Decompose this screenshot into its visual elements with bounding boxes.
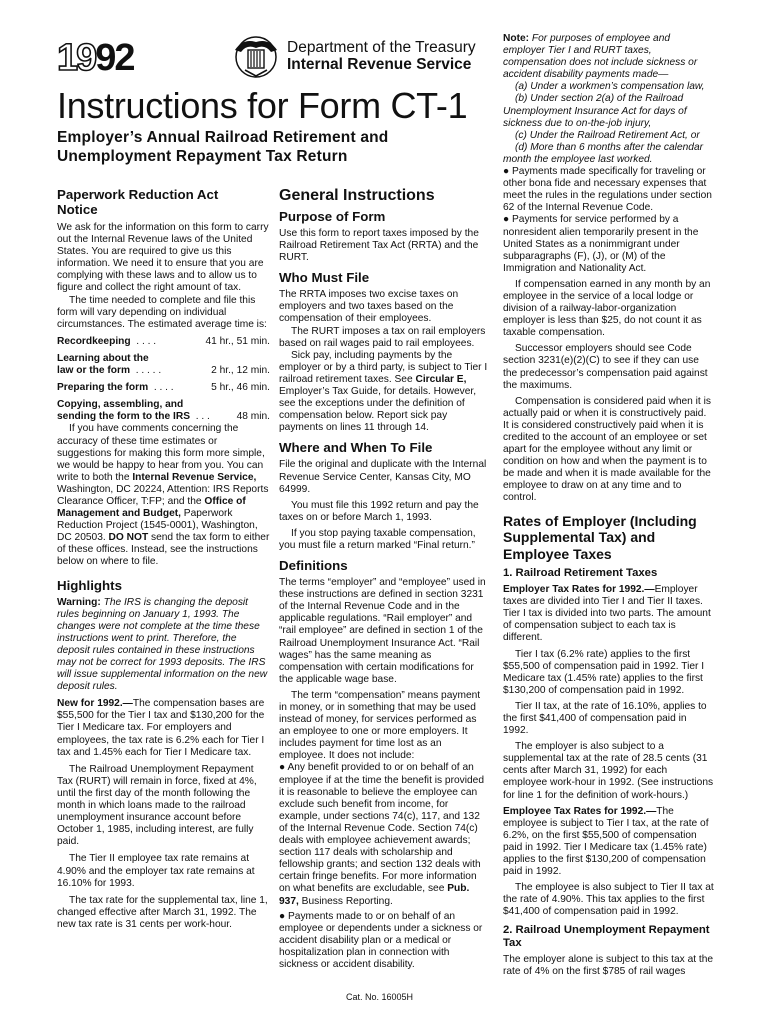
paragraph: The terms “employer” and “employee” used in these instructions are defined in section 3231 of the Internal Revenue Code and in the applicable regulations. “Rail employer” and “rail employee” are defined in section 1 of the Railroad Unemployment Insurance Act. “Rail wages” has the same meaning as compensation with certain modifications for the applicable wage base. (279, 577, 486, 685)
dept-line: Department of the Treasury (287, 39, 476, 56)
paragraph: The employer alone is subject to this tax at the rate of 4% on the first $785 of rail wages (503, 953, 714, 977)
paragraph: File the original and duplicate with the Internal Revenue Service Center, Kansas City, MO 64999. (279, 459, 487, 495)
paragraph: The employee is also subject to Tier II tax at the rate of 4.90%. This tax applies to the first $41,400 of compensation paid in 1992. (503, 882, 714, 918)
time-row: sending the form to the IRS . . . 48 min. (57, 411, 270, 423)
paragraph: The Tier II employee tax rate remains at 4.90% and the employer tax rate remains at 16.10% for 1993. (57, 853, 255, 889)
bullet-icon: ● (279, 762, 286, 774)
bullet-icon: ● (503, 166, 510, 178)
bullet-icon: ● (503, 214, 510, 226)
section-general-title: General Instructions (279, 187, 435, 204)
bullet-item: ● Payments made specifically for traveling or other bona fide and necessary expenses that meet the rules in the regulations under section 62 of the Internal Revenue Code. (503, 166, 712, 214)
paragraph: The Railroad Unemployment Repayment Tax (RURT) will remain in force, fixed at 4%, until the first day of the month following the month in which loans made to the railroad unemployment insurance account before October 1, 1985, including interest, are fully paid. (57, 763, 257, 848)
paragraph: The term “compensation” means payment in money, or in something that may be used instead of money, for services performed as an employee to one or more employers. It includes payment for time lost as an employee. It does not include: (279, 689, 481, 762)
bullet-item: ● Any benefit provided to or on behalf of an employee if at the time the benefit is provided it is reasonable to believe the employee can exclude such benefit from income, for example, under sections 74(c), 117, and 132 of the Internal Revenue Code. Section 74(c) deals with employee achievement awards; section 117 deals with scholarship and fellowship grants; and section 132 deals with certain fringe benefits. For more information on what benefits are excludable, see Pub. 937, Business Reporting. (279, 762, 484, 907)
paragraph-employer-rates: Employer Tax Rates for 1992.—Employer taxes are divided into Tier I and Tier II taxes. Tier I tax is divided into two parts. The amount of compensation subject to each tax is different. (503, 584, 711, 644)
note-item: (b) Under section 2(a) of the Railroad Unemployment Insurance Act for days of sickness due to on-the-job injury, (503, 93, 687, 129)
paragraph: The RRTA imposes two excise taxes on employers and two taxes based on the compensation of their employees. (279, 289, 459, 325)
paragraph-employee-rates: Employee Tax Rates for 1992.—The employee is subject to Tier I tax, at the rate of 6.2%, on the first $55,500 of compensation paid in 1992. Tier I Medicare tax (1.45% rate) applies to the first $130,200 of compensation paid in 1992. (503, 805, 709, 878)
section-where-title: Where and When To File (279, 440, 433, 456)
bullet-icon: ● (279, 910, 286, 922)
paragraph: If compensation earned in any month by an employee in the service of a local lodge or division of a railway-labor-organization employer is less than $25, do not count it as taxable compensation. (503, 278, 711, 339)
paragraph: You must file this 1992 return and pay the taxes on or before March 1, 1993. (279, 499, 479, 523)
section-highlights-title: Highlights (57, 577, 122, 593)
time-row-label: Copying, assembling, and (57, 399, 184, 411)
section-rrt-title: 1. Railroad Retirement Taxes (503, 567, 658, 580)
column-3 (503, 33, 714, 978)
paragraph-new: New for 1992.—The compensation bases are $55,500 for the Tier I tax and $130,200 for the Tier I Medicare tax. For employers and employees, the tax rate is 6.2% each for Tier I tax and 1.45% each for Tier I Medicare tax. (57, 698, 265, 758)
paragraph: The tax rate for the supplemental tax, line 1, changed effective after March 31, 1992. The new tax rate is 31 cents per work-hour. (57, 894, 268, 930)
paragraph-note: Note: For purposes of employee and employer Tier I and RURT taxes, compensation does not include sickness or accident disability payments made— (503, 33, 698, 81)
time-table (57, 336, 270, 424)
treasury-heading (287, 39, 476, 73)
irs-line: Internal Revenue Service (287, 56, 472, 73)
paragraph-comments: If you have comments concerning the accuracy of these time estimates or suggestions for making this form more simple, we would be happy to hear from you. You can write to both the Internal Revenue Service, Washington, DC 20224, Attention: IRS Reports Clearance Officer, T:FP; and the Office of Management and Budget, Paperwork Reduction Project (1545-0001), Washington, DC 20503. DO NOT send the tax form to either of these offices. Instead, see the instructions below on where to file. (57, 423, 270, 568)
paragraph: The employer is also subject to a supplemental tax at the rate of 28.5 cents (31 cents after March 31, 1992) for each employee work-hour in 1992. (See instructions for line 1 for the definition of work-hours.) (503, 741, 714, 801)
column-1 (57, 187, 270, 931)
time-row: Preparing the form . . . . 5 hr., 46 min. (57, 382, 270, 394)
section-rates-title: Rates of Employer (Including Supplemental Tax) and Employee Taxes (503, 512, 697, 562)
time-row-label: Learning about the (57, 352, 149, 364)
time-row: law or the form . . . . . 2 hr., 12 min. (57, 365, 270, 377)
section-who-title: Who Must File (279, 270, 370, 286)
paragraph: Tier I tax (6.2% rate) applies to the first $55,500 of compensation paid in 1992. Tier I Medicare tax (1.45% rate) applies to the first $130,200 of compensation paid in 1992. (503, 648, 705, 696)
catalog-number: Cat. No. 16005H (346, 992, 414, 1002)
paragraph: The time needed to complete and file this form will vary depending on individual circumstances. The estimated average time is: (57, 294, 267, 330)
section-rurt-title: 2. Railroad Unemployment Repayment Tax (503, 923, 710, 949)
note-item: (a) Under a workmen’s compensation law, (515, 81, 705, 93)
paragraph: Use this form to report taxes imposed by the Railroad Retirement Tax Act (RRTA) and the RURT. (279, 228, 479, 264)
page-title: Instructions for Form CT-1 (57, 85, 468, 126)
section-definitions-title: Definitions (279, 558, 348, 574)
paragraph: Compensation is considered paid when it is actually paid or when it is constructively paid. It is considered constructively paid when it is credited to the account of an employee or set apart for the employee without any limit or condition on how and when the payment is to be made and when it is made available for the employee to draw on at any time and to control. (503, 395, 711, 504)
paragraph: Successor employers should see Code section 3231(e)(2)(C) to see if they can use the predecessor’s compensation paid against the maximums. (503, 343, 708, 391)
section-purpose-title: Purpose of Form (279, 209, 386, 224)
paragraph-warning: Warning: The IRS is changing the deposit rules beginning on January 1, 1993. The changes were not complete at the time these instructions went to print. Therefore, the deposit rules contained in these instructions may not be correct for 1993 deposits. The IRS will issue supplemental information on the new deposit rules. (57, 596, 268, 693)
irs-eagle-logo-icon (231, 34, 281, 80)
section-paperwork-title: Paperwork Reduction Act Notice (57, 187, 219, 217)
column-2 (279, 187, 490, 971)
bullet-item: ● Payments made to or on behalf of an employee or dependents under a sickness or accident disability plan or a medical or hospitalization plan in connection with sickness or accident disability. (279, 910, 483, 970)
form-year: 1992 (57, 37, 134, 79)
note-item: (c) Under the Railroad Retirement Act, or (515, 129, 700, 141)
time-row: Recordkeeping . . . . 41 hr., 51 min. (57, 335, 270, 347)
paragraph-sick-pay: Sick pay, including payments by the employer or by a third party, is subject to Tier I railroad retirement taxes. See Circular E, Employer’s Tax Guide, for details. However, see the exceptions under the definition of compensation below. Report sick pay payments on lines 11 through 14. (279, 349, 488, 434)
bullet-item: ● Payments for service performed by a nonresident alien temporarily present in the United States as a nonimmigrant under subparagraphs (F), (J), or (M) of the Immigration and Nationality Act. (503, 214, 699, 274)
paragraph: We ask for the information on this form to carry out the Internal Revenue laws of the United States. You are required to give us this information. We need it to ensure that you are complying with these laws and to allow us to figure and collect the right amount of tax. (57, 222, 269, 294)
paragraph: If you stop paying taxable compensation, you must file a return marked “Final return.” (279, 527, 476, 551)
page-subtitle: Employer’s Annual Railroad Retirement and Unemployment Repayment Tax Return (57, 129, 389, 165)
paragraph: Tier II tax, at the rate of 16.10%, applies to the first $41,400 of compensation paid in 1992. (503, 700, 707, 737)
paragraph: The RURT imposes a tax on rail employers based on rail wages paid to rail employees. (279, 325, 486, 349)
note-item: (d) More than 6 months after the calendar month the employee last worked. (503, 141, 704, 165)
